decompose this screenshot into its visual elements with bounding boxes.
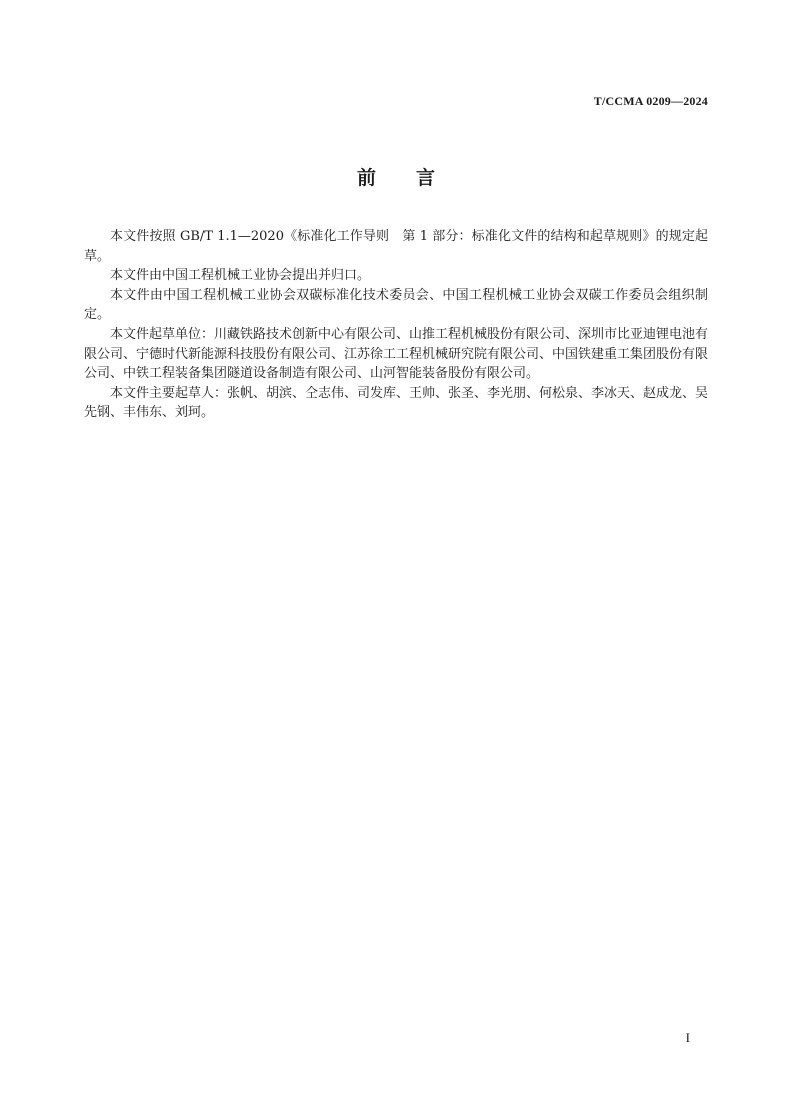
paragraph-drafters: 本文件主要起草人：张帆、胡滨、仝志伟、司发库、王帅、张圣、李光朋、何松泉、李冰天、赵成龙、吴先钢、丰伟东、刘珂。 [84, 385, 709, 421]
foreword-body [84, 227, 708, 423]
standard-code: T/CCMA 0209—2024 [593, 94, 708, 108]
paragraph-proposer: 本文件由中国工程机械工业协会提出并归口。 [110, 268, 371, 284]
paragraph-drafting-rules: 本文件按照 GB/T 1.1—2020《标准化工作导则 第 1 部分：标准化文件的结构和起草规则》的规定起草。 [84, 229, 708, 264]
page-title: 前言 [356, 167, 475, 189]
paragraph-organizer: 本文件由中国工程机械工业协会双碳标准化技术委员会、中国工程机械工业协会双碳工作委员会组织制定。 [84, 287, 708, 323]
paragraph-drafting-units: 本文件起草单位：川藏铁路技术创新中心有限公司、山推工程机械股份有限公司、深圳市比亚迪锂电池有限公司、宁德时代新能源科技股份有限公司、江苏徐工工程机械研究院有限公司、中国铁建重工集团股份有限公司、中铁工程装备集团隧道设备制造有限公司、山河智能装备股份有限公司。 [84, 326, 709, 382]
page-number: I [685, 1030, 690, 1045]
